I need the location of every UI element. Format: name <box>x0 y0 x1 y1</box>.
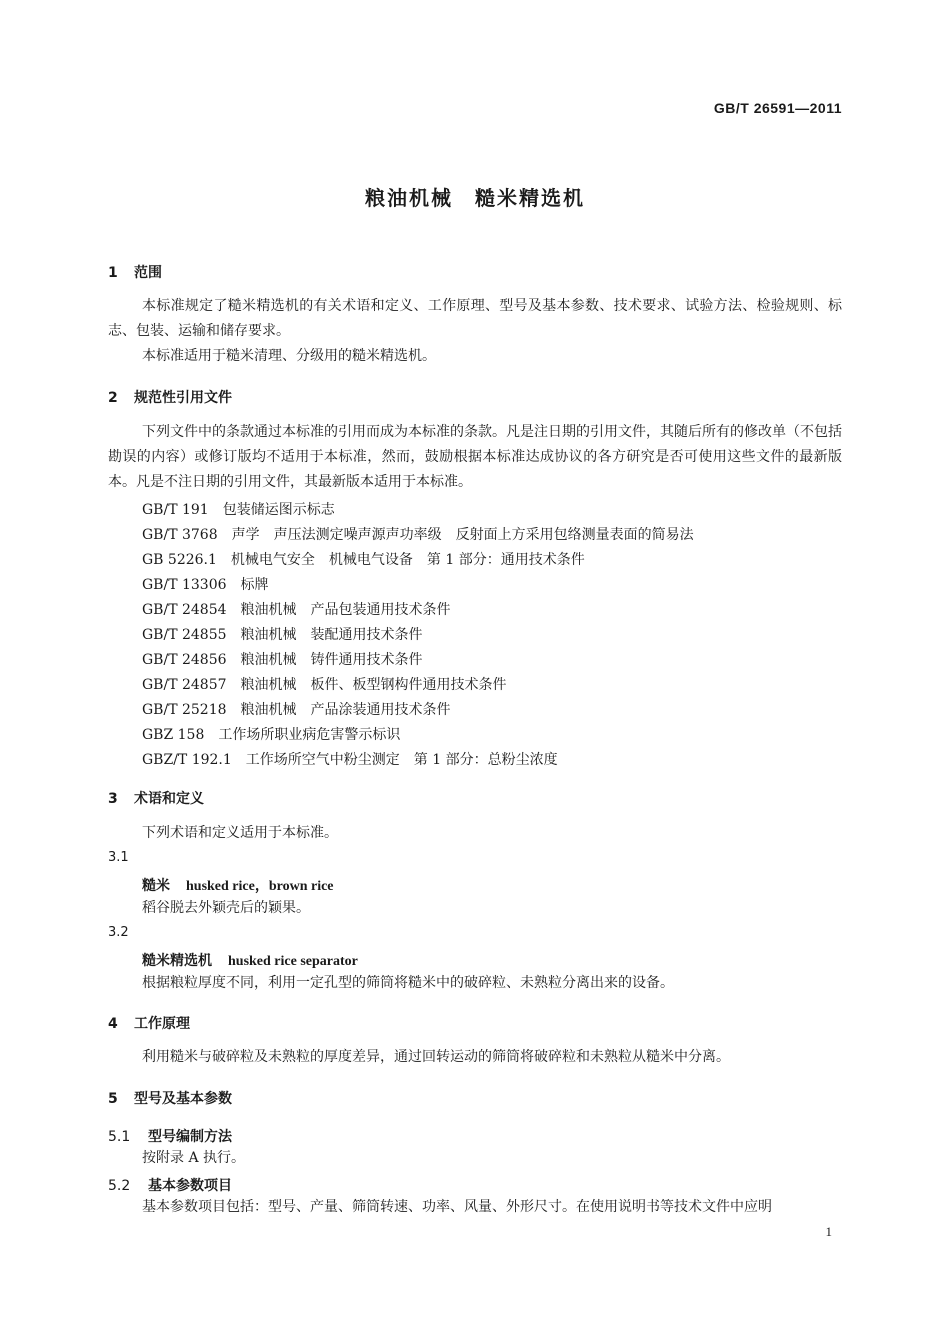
term-cn: 糙米精选机 <box>142 953 212 969</box>
subsection-title: 基本参数项目 <box>148 1178 232 1194</box>
reference-item <box>142 649 423 669</box>
reference-item <box>142 524 694 544</box>
reference-item <box>142 574 269 594</box>
term-name <box>142 875 334 895</box>
section-3-heading <box>108 788 204 808</box>
section-2-paragraph-1: 下列文件中的条款通过本标准的引用而成为本标准的条款。凡是注日期的引用文件，其随后所有的修改单（不包括勘误的内容）或修订版均不适用于本标准，然而，鼓励根据本标准达成协议的各方研究是否可使用这些文件的最新版本。凡是不注日期的引用文件，其最新版本适用于本标准。 <box>108 424 842 490</box>
section-4-heading <box>108 1013 190 1033</box>
reference-code: GB/T 3768 <box>142 527 218 543</box>
reference-item <box>142 599 451 619</box>
reference-code: GB/T 24857 <box>142 677 227 693</box>
reference-item <box>142 624 423 644</box>
reference-code: GB/T 24856 <box>142 652 227 668</box>
page-number: 1 <box>825 1224 832 1239</box>
section-3-paragraph-1: 下列术语和定义适用于本标准。 <box>142 825 338 841</box>
reference-title: 粮油机械 产品包装通用技术条件 <box>240 602 451 618</box>
reference-code: GB/T 191 <box>142 502 209 518</box>
section-number: 5 <box>108 1091 118 1107</box>
reference-title: 粮油机械 装配通用技术条件 <box>240 627 423 643</box>
term-name <box>142 950 358 970</box>
subsection-5-1-heading <box>108 1126 232 1146</box>
term-number: 3.1 <box>108 850 129 865</box>
reference-code: GB/T 24854 <box>142 602 227 618</box>
section-1-heading <box>108 262 162 282</box>
reference-title: 机械电气安全 机械电气设备 第 1 部分：通用技术条件 <box>230 552 585 568</box>
reference-item <box>142 499 335 519</box>
reference-title: 工作场所空气中粉尘测定 第 1 部分：总粉尘浓度 <box>245 752 558 768</box>
section-number: 1 <box>108 265 118 281</box>
reference-code: GBZ 158 <box>142 727 205 743</box>
reference-code: GBZ/T 192.1 <box>142 752 232 768</box>
reference-item <box>142 699 451 719</box>
subsection-title: 型号编制方法 <box>148 1129 232 1145</box>
subsection-number: 5.2 <box>108 1178 131 1194</box>
section-title: 术语和定义 <box>134 791 204 807</box>
section-title: 型号及基本参数 <box>134 1091 232 1107</box>
section-1-paragraph-1: 本标准规定了糙米精选机的有关术语和定义、工作原理、型号及基本参数、技术要求、试验方法、检验规则、标志、包装、运输和储存要求。 <box>108 298 842 339</box>
subsection-5-2-text: 基本参数项目包括：型号、产量、筛筒转速、功率、风量、外形尺寸。在使用说明书等技术文件中应明 <box>142 1199 772 1215</box>
reference-code: GB 5226.1 <box>142 552 217 568</box>
reference-title: 包装储运图示标志 <box>222 502 335 518</box>
section-4-paragraph-1: 利用糙米与破碎粒及未熟粒的厚度差异，通过回转运动的筛筒将破碎粒和未熟粒从糙米中分离。 <box>142 1049 730 1065</box>
section-title: 工作原理 <box>134 1016 190 1032</box>
reference-title: 声学 声压法测定噪声源声功率级 反射面上方采用包络测量表面的简易法 <box>231 527 694 543</box>
reference-item <box>142 724 400 744</box>
section-1-paragraph-2: 本标准适用于糙米清理、分级用的糙米精选机。 <box>142 348 436 364</box>
reference-item <box>142 549 585 569</box>
term-definition: 根据粮粒厚度不同，利用一定孔型的筛筒将糙米中的破碎粒、未熟粒分离出来的设备。 <box>142 975 674 991</box>
section-number: 2 <box>108 390 118 406</box>
section-number: 3 <box>108 791 118 807</box>
subsection-5-2-heading <box>108 1175 232 1195</box>
term-en: husked rice，brown rice <box>186 879 334 894</box>
term-en: husked rice separator <box>228 954 358 969</box>
section-2-heading <box>108 387 232 407</box>
reference-title: 粮油机械 铸件通用技术条件 <box>240 652 423 668</box>
section-title: 范围 <box>134 265 162 281</box>
reference-item <box>142 674 507 694</box>
subsection-5-1-text: 按附录 A 执行。 <box>142 1150 246 1166</box>
reference-title: 粮油机械 产品涂装通用技术条件 <box>240 702 451 718</box>
document-title: 粮油机械 糙米精选机 <box>365 186 585 210</box>
reference-code: GB/T 13306 <box>142 577 227 593</box>
reference-title: 粮油机械 板件、板型钢构件通用技术条件 <box>240 677 507 693</box>
reference-title: 工作场所职业病危害警示标识 <box>218 727 401 743</box>
subsection-number: 5.1 <box>108 1129 131 1145</box>
standard-code: GB/T 26591—2011 <box>713 100 842 116</box>
term-number: 3.2 <box>108 925 129 940</box>
reference-code: GB/T 24855 <box>142 627 227 643</box>
section-title: 规范性引用文件 <box>134 390 232 406</box>
reference-code: GB/T 25218 <box>142 702 227 718</box>
section-number: 4 <box>108 1016 118 1032</box>
term-definition: 稻谷脱去外颖壳后的颖果。 <box>142 900 310 916</box>
reference-item <box>142 749 558 769</box>
section-5-heading <box>108 1088 232 1108</box>
term-cn: 糙米 <box>142 878 170 894</box>
reference-title: 标牌 <box>240 577 269 593</box>
